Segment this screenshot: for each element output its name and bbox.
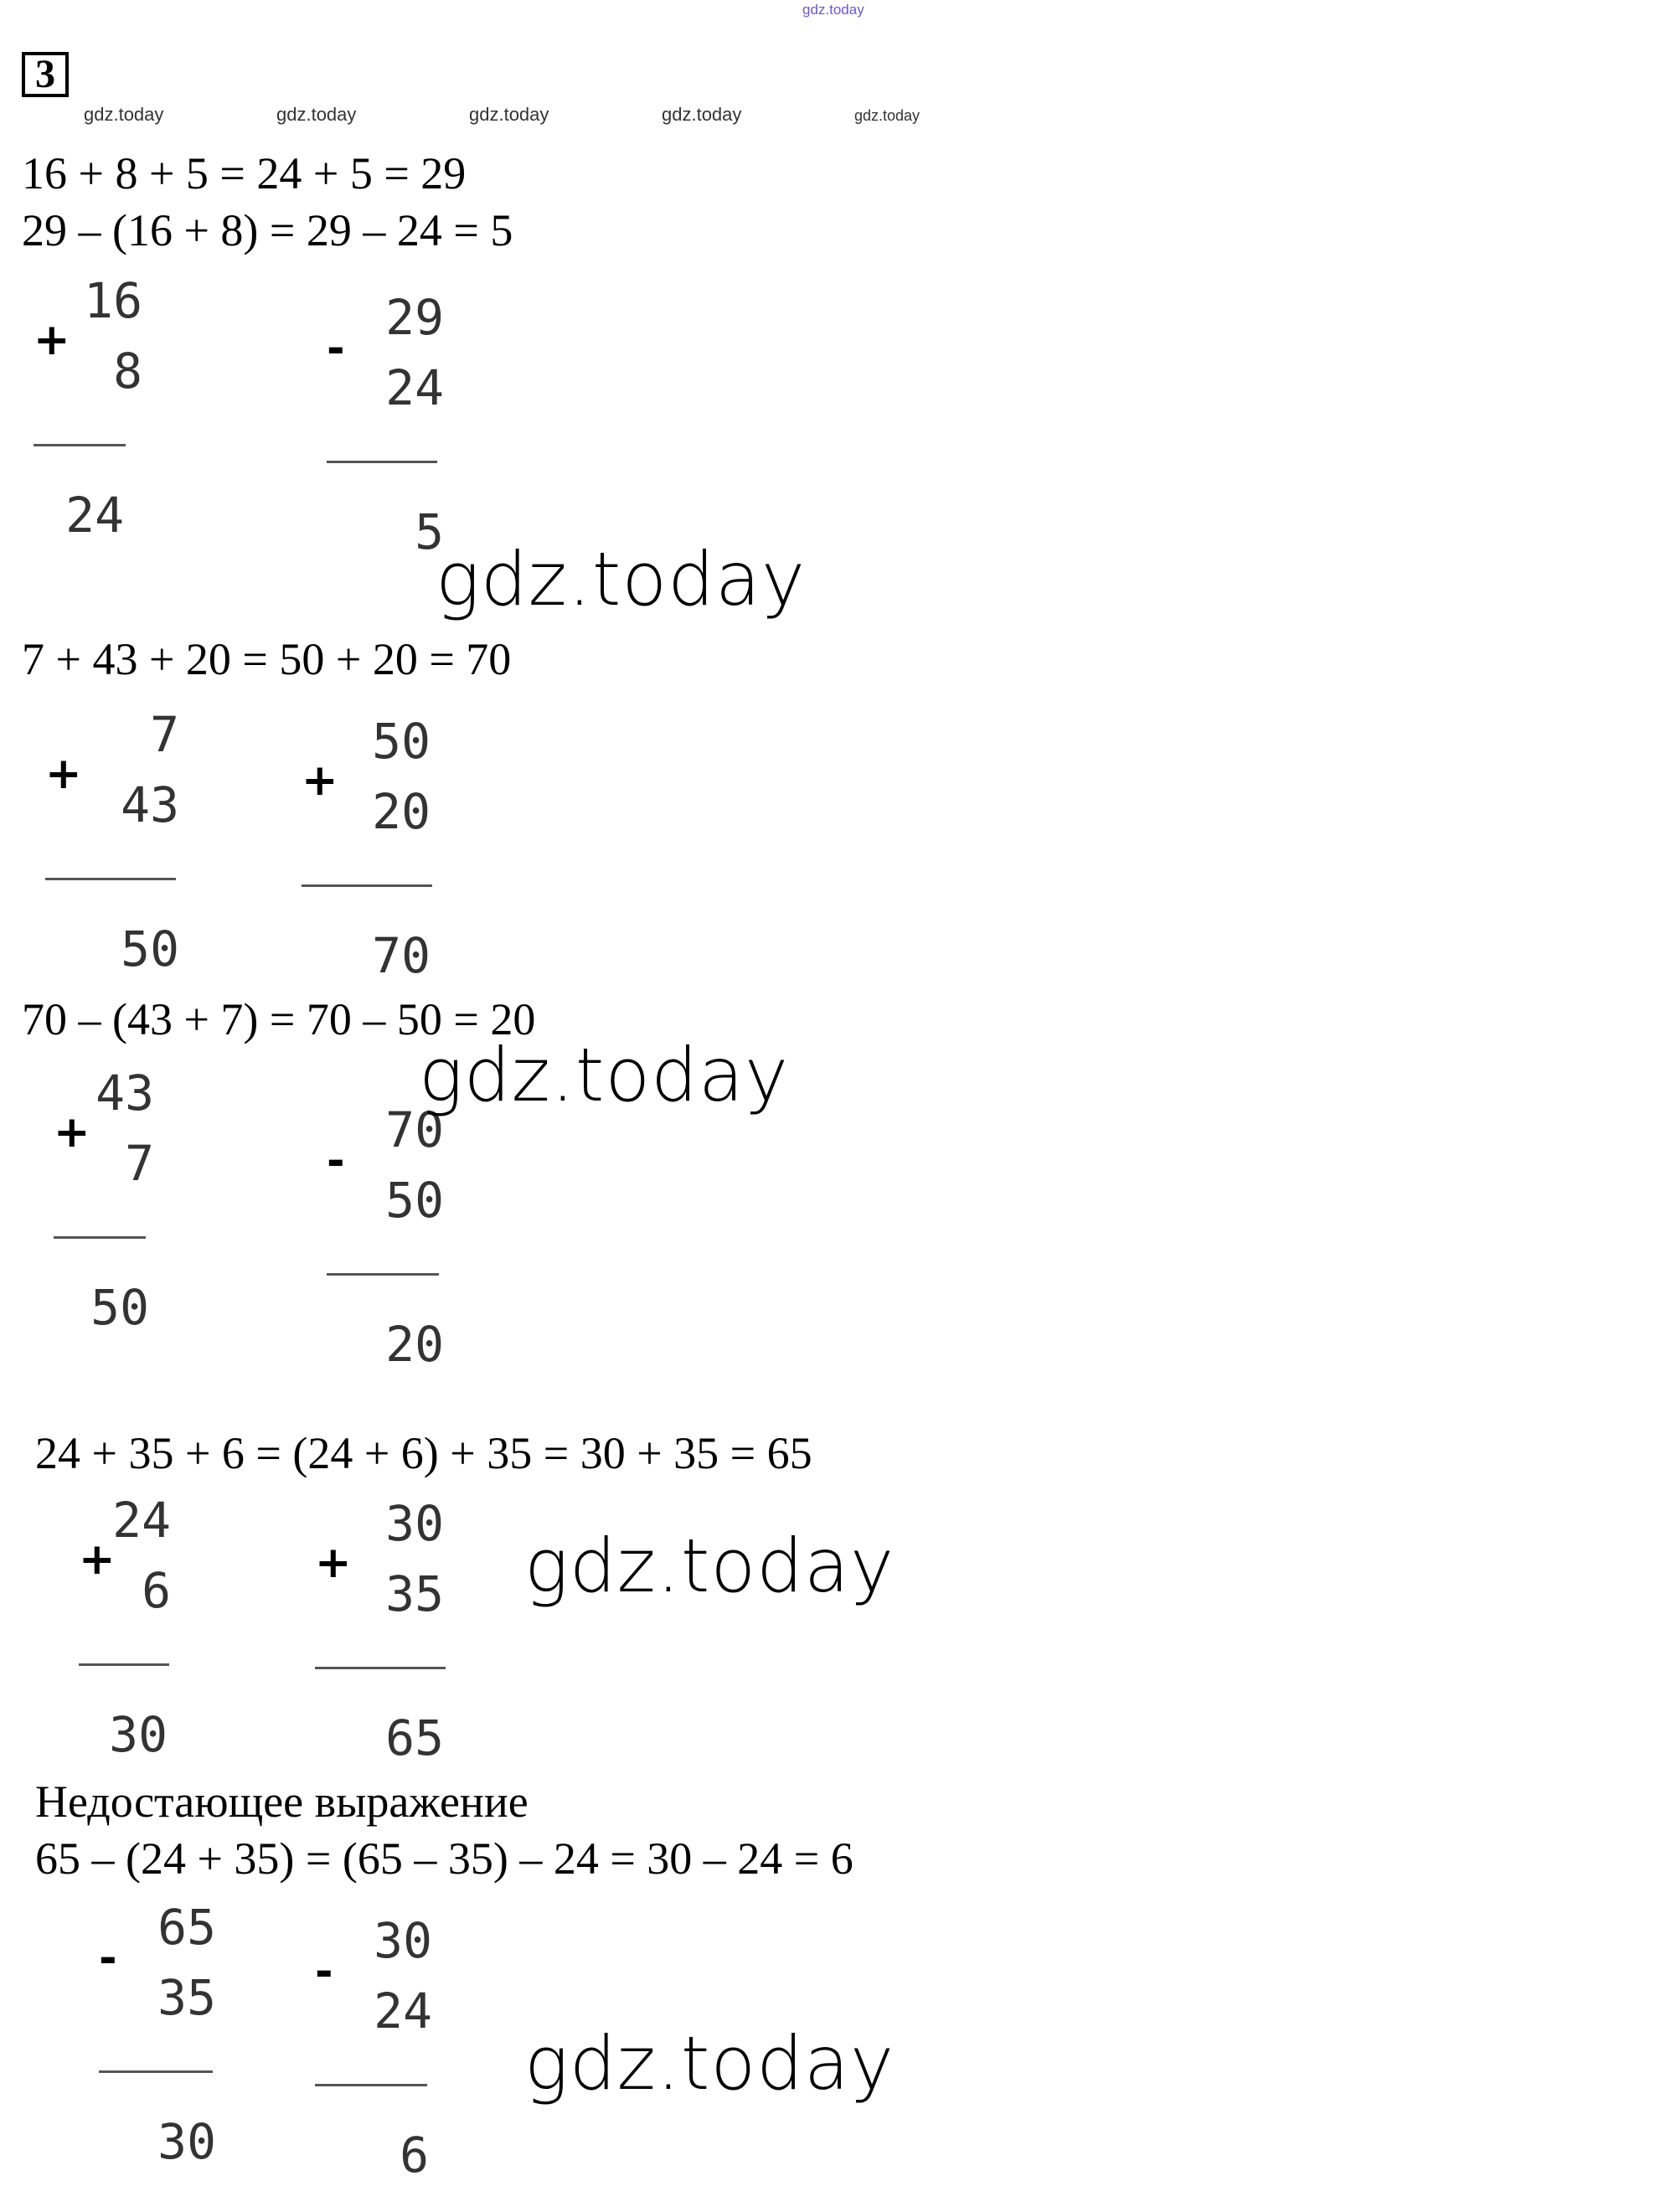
column-subtraction: [327, 1101, 444, 1382]
operand-b: 6: [142, 1562, 171, 1619]
operand-a: 7: [150, 706, 179, 763]
sum-bar: [45, 878, 176, 880]
result: 70: [372, 927, 431, 984]
column-addition: [34, 272, 142, 553]
operand-a: 65: [157, 1899, 216, 1956]
operand-b: 8: [113, 343, 142, 400]
sum-bar: [79, 1663, 169, 1666]
operand-a: 30: [385, 1495, 444, 1552]
result: 5: [415, 503, 444, 560]
column-addition: [45, 706, 179, 987]
equation-line: 29 – (16 + 8) = 29 – 24 = 5: [22, 205, 513, 255]
difference-bar: [315, 2084, 427, 2086]
plus-sign: +: [54, 1107, 90, 1158]
watermark-small: gdz.today: [854, 107, 921, 124]
watermark-small: gdz.today: [276, 104, 357, 125]
result: 50: [121, 920, 179, 977]
equation-line: 24 + 35 + 6 = (24 + 6) + 35 = 30 + 35 = 65: [35, 1428, 812, 1478]
result: 30: [109, 1706, 168, 1763]
watermark-large: gdz.today: [524, 1523, 895, 1609]
operand-a: 50: [372, 713, 431, 770]
column-addition: [54, 1065, 154, 1345]
watermark-large: gdz.today: [419, 1032, 790, 1118]
operand-a: 16: [84, 272, 142, 329]
operand-a: 29: [385, 289, 444, 346]
watermark-large: gdz.today: [524, 2020, 895, 2106]
equation-line: 7 + 43 + 20 = 50 + 20 = 70: [22, 634, 512, 684]
equation-line: 65 – (24 + 35) = (65 – 35) – 24 = 30 – 24 = 6: [35, 1833, 853, 1884]
watermark-small: gdz.today: [662, 104, 742, 125]
plus-sign: +: [315, 1538, 352, 1588]
result: 20: [385, 1316, 444, 1373]
minus-sign: -: [327, 1136, 345, 1186]
operand-b: 35: [385, 1565, 444, 1622]
operand-a: 43: [95, 1065, 154, 1121]
equation-line: 16 + 8 + 5 = 24 + 5 = 29: [22, 148, 467, 199]
sum-bar: [34, 444, 126, 446]
minus-sign: -: [327, 323, 345, 374]
operand-b: 50: [385, 1172, 444, 1229]
operand-b: 43: [121, 776, 179, 833]
difference-bar: [327, 461, 437, 463]
equation-line: 70 – (43 + 7) = 70 – 50 = 20: [22, 994, 536, 1044]
plus-sign: +: [79, 1534, 116, 1585]
plus-sign: +: [302, 755, 338, 806]
column-subtraction: [99, 1899, 216, 2179]
plus-sign: +: [34, 315, 70, 365]
task-number: 3: [22, 52, 69, 97]
sum-bar: [315, 1667, 446, 1669]
watermark-small: gdz.today: [469, 104, 549, 125]
operand-a: 30: [374, 1912, 432, 1969]
operand-b: 24: [374, 1983, 432, 2039]
result: 6: [400, 2127, 429, 2184]
minus-sign: -: [99, 1933, 117, 1983]
result: 65: [385, 1709, 444, 1766]
operand-b: 7: [125, 1135, 154, 1192]
result: 50: [90, 1279, 149, 1336]
operand-a: 24: [112, 1492, 171, 1549]
column-subtraction: [327, 289, 444, 570]
operand-b: 20: [372, 783, 431, 840]
minus-sign: -: [315, 1946, 333, 1997]
result: 24: [65, 487, 124, 544]
column-addition: [79, 1492, 171, 1772]
difference-bar: [99, 2070, 213, 2073]
column-addition: [315, 1495, 449, 1776]
watermark-small: gdz.today: [84, 104, 164, 125]
operand-b: 35: [157, 1969, 216, 2026]
difference-bar: [327, 1273, 439, 1276]
plus-sign: +: [45, 749, 82, 799]
heading-missing-expression: Недостающее выражение: [35, 1776, 529, 1827]
operand-a: 70: [385, 1101, 444, 1158]
watermark-top: gdz.today: [802, 2, 864, 18]
sum-bar: [302, 884, 432, 887]
column-addition: [302, 713, 436, 993]
watermark-large: gdz.today: [436, 536, 807, 622]
operand-b: 24: [385, 359, 444, 416]
result: 30: [157, 2113, 216, 2170]
sum-bar: [54, 1236, 146, 1239]
column-subtraction: [315, 1912, 432, 2193]
